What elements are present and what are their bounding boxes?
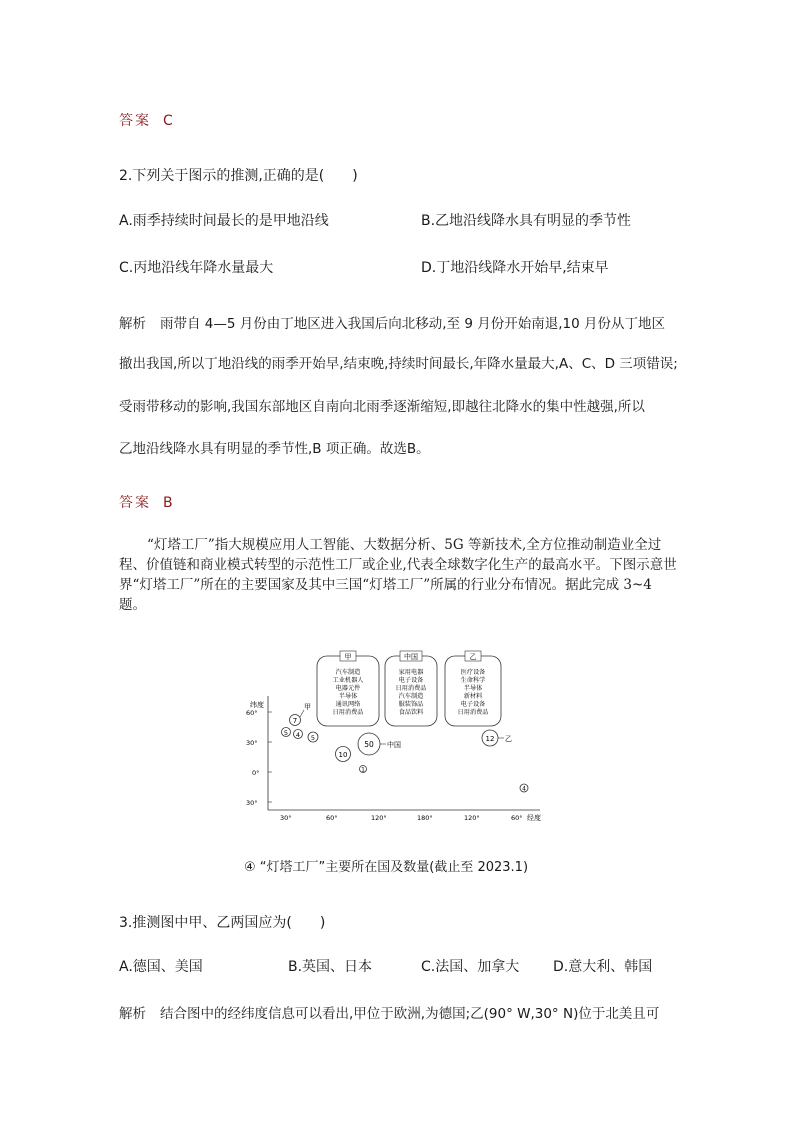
figure-caption: ④ “灯塔工厂”主要所在国及数量(截止至 2023.1) bbox=[244, 860, 529, 875]
industry-box-china bbox=[385, 651, 437, 726]
answer-value: B bbox=[163, 495, 173, 511]
svg-text:10: 10 bbox=[338, 751, 348, 759]
answer-line-2 bbox=[119, 492, 173, 512]
svg-text:生命科学: 生命科学 bbox=[460, 677, 486, 684]
svg-text:汽车制造: 汽车制造 bbox=[398, 693, 424, 700]
svg-text:1: 1 bbox=[361, 766, 365, 774]
point bbox=[360, 766, 367, 774]
lighthouse-factory-figure bbox=[240, 648, 560, 828]
point-yi bbox=[482, 730, 512, 746]
svg-text:工业机器人: 工业机器人 bbox=[332, 677, 364, 684]
svg-text:医疗设备: 医疗设备 bbox=[460, 669, 486, 676]
box-title: 甲 bbox=[344, 653, 352, 661]
analysis-2-line-4: 乙地沿线降水具有明显的季节性,B 项正确。故选B。 bbox=[119, 441, 430, 457]
svg-text:电子设备: 电子设备 bbox=[398, 677, 424, 684]
svg-text:汽车制造: 汽车制造 bbox=[335, 669, 361, 676]
svg-text:4: 4 bbox=[295, 731, 301, 739]
svg-text:新材料: 新材料 bbox=[463, 693, 483, 700]
svg-text:电器元件: 电器元件 bbox=[335, 685, 361, 692]
y-tick: 0° bbox=[252, 769, 260, 777]
analysis-2-line-3: 受雨带移动的影响,我国东部地区自南向北雨季逐渐缩短,即越往北降水的集中性越强,所以 bbox=[119, 399, 645, 415]
industry-box-jia bbox=[317, 651, 379, 726]
analysis-text: 雨带自 4—5 月份由丁地区进入我国后向北移动,至 9 月份开始南退,10 月份从丁地区 bbox=[160, 316, 665, 332]
passage bbox=[119, 535, 677, 615]
svg-text:家用电器: 家用电器 bbox=[398, 669, 424, 676]
svg-text:服装饰品: 服装饰品 bbox=[398, 701, 424, 708]
box-title: 中国 bbox=[404, 653, 418, 661]
answer-value: C bbox=[163, 113, 173, 129]
svg-text:电子设备: 电子设备 bbox=[460, 701, 486, 708]
analysis-text: 结合图中的经纬度信息可以看出,甲位于欧洲,为德国;乙(90° W,30° N)位于北美且可 bbox=[160, 1006, 660, 1022]
point bbox=[294, 730, 303, 740]
svg-text:日用消费品: 日用消费品 bbox=[395, 685, 427, 692]
y-axis-label: 纬度 bbox=[250, 701, 264, 709]
point bbox=[520, 784, 528, 793]
svg-text:甲: 甲 bbox=[304, 703, 311, 711]
svg-text:7: 7 bbox=[292, 717, 298, 725]
x-tick: 120° bbox=[464, 814, 480, 822]
q3-option-b: B.英国、日本 bbox=[288, 959, 373, 975]
answer-label: 答案 bbox=[119, 495, 151, 511]
q2-option-a: A.雨季持续时间最长的是甲地沿线 bbox=[119, 213, 329, 229]
x-tick: 30° bbox=[280, 814, 292, 822]
q3-option-a: A.德国、美国 bbox=[119, 959, 203, 975]
industry-box-yi bbox=[445, 651, 501, 726]
x-tick: 180° bbox=[417, 814, 433, 822]
svg-text:半导体: 半导体 bbox=[338, 693, 358, 700]
analysis-label: 解析 bbox=[119, 1006, 146, 1022]
passage-text: “灯塔工厂”指大规模应用人工智能、大数据分析、5G 等新技术,全方位推动制造业全过程、价值链和商业模式转型的示范性工厂或企业,代表全球数字化生产的最高水平。下图示意世界“灯塔工厂”所在的主要国家及其中三国“灯塔工厂”所属的行业分布情况。据此完成 3~4 题。 bbox=[119, 537, 677, 613]
y-tick: 60° bbox=[246, 709, 258, 717]
answer-line-1 bbox=[119, 110, 173, 130]
question-2-stem: 2.下列关于图示的推测,正确的是( ) bbox=[119, 168, 358, 184]
x-tick: 60° bbox=[511, 814, 523, 822]
q3-option-d: D.意大利、韩国 bbox=[553, 959, 653, 975]
analysis-3-line-1 bbox=[119, 1002, 659, 1022]
point bbox=[336, 747, 351, 762]
x-tick: 60° bbox=[326, 814, 338, 822]
analysis-2-line-1 bbox=[119, 312, 665, 332]
svg-text:通讯网络: 通讯网络 bbox=[335, 701, 361, 708]
svg-text:4: 4 bbox=[522, 785, 526, 793]
point bbox=[308, 732, 318, 742]
point bbox=[282, 728, 291, 738]
q2-option-c: C.丙地沿线年降水量最大 bbox=[119, 260, 274, 276]
svg-text:日用消费品: 日用消费品 bbox=[332, 709, 364, 716]
y-tick: 30° bbox=[246, 739, 258, 747]
y-tick: 30° bbox=[246, 799, 258, 807]
box-title: 乙 bbox=[469, 653, 477, 661]
q3-option-c: C.法国、加拿大 bbox=[421, 959, 520, 975]
answer-label: 答案 bbox=[119, 113, 151, 129]
svg-text:日用消费品: 日用消费品 bbox=[457, 709, 489, 716]
svg-text:12: 12 bbox=[485, 735, 495, 743]
point-jia bbox=[290, 703, 312, 726]
x-tick: 120° bbox=[371, 814, 387, 822]
svg-text:5: 5 bbox=[310, 734, 316, 742]
svg-text:5: 5 bbox=[283, 729, 289, 737]
point-china bbox=[358, 733, 401, 755]
svg-text:半导体: 半导体 bbox=[463, 685, 483, 692]
svg-text:中国: 中国 bbox=[387, 741, 401, 749]
q2-option-d: D.丁地沿线降水开始早,结束早 bbox=[421, 260, 609, 276]
q2-option-b: B.乙地沿线降水具有明显的季节性 bbox=[421, 213, 632, 229]
svg-text:食品饮料: 食品饮料 bbox=[398, 709, 424, 716]
svg-text:50: 50 bbox=[364, 740, 374, 749]
svg-text:乙: 乙 bbox=[505, 735, 512, 743]
question-3-stem: 3.推测图中甲、乙两国应为( ) bbox=[119, 915, 326, 931]
x-axis-label: 经度 bbox=[527, 814, 541, 822]
analysis-2-line-2: 撤出我国,所以丁地沿线的雨季开始早,结束晚,持续时间最长,年降水量最大,A、C、D 三项错误; bbox=[119, 356, 678, 372]
analysis-label: 解析 bbox=[119, 316, 146, 332]
